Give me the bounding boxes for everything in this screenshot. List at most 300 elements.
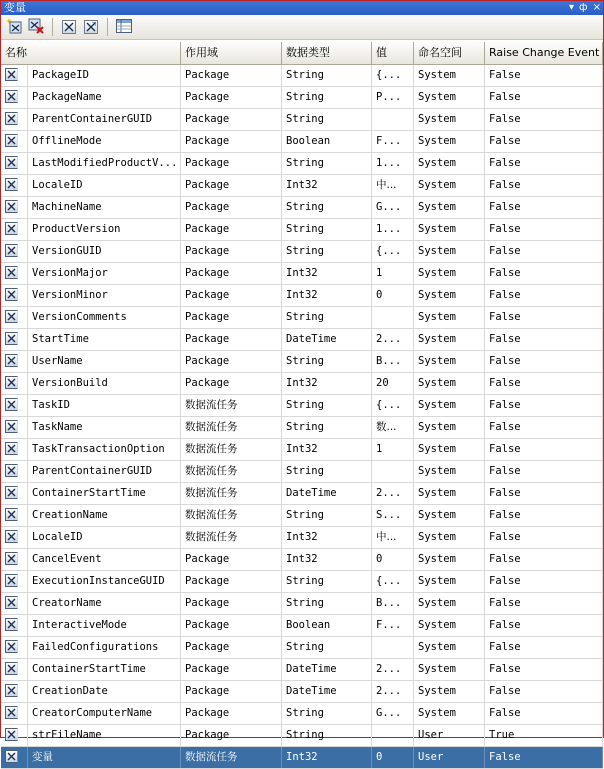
scope-cell[interactable]: Package	[181, 153, 282, 174]
raise-change-event-cell[interactable]: False	[485, 153, 603, 174]
namespace-cell[interactable]: System	[414, 593, 485, 614]
row-icon-cell	[1, 351, 28, 372]
table-row[interactable]	[1, 703, 603, 725]
variable-name-cell[interactable]: StartTime	[28, 329, 181, 350]
scope-cell[interactable]: Package	[181, 65, 282, 86]
variable-icon	[5, 552, 18, 565]
data-type-cell[interactable]: String	[282, 571, 372, 592]
window-position-menu-icon[interactable]: ▾	[569, 2, 575, 13]
variable-name-cell[interactable]: CreationName	[28, 505, 181, 526]
column-header-data-type[interactable]: 数据类型	[282, 42, 372, 64]
variable-icon	[5, 310, 18, 323]
variable-icon	[5, 530, 18, 543]
namespace-cell[interactable]: System	[414, 703, 485, 724]
scope-cell[interactable]: Package	[181, 351, 282, 372]
namespace-cell[interactable]: System	[414, 263, 485, 284]
data-type-cell[interactable]: String	[282, 505, 372, 526]
value-cell[interactable]	[372, 109, 414, 130]
raise-change-event-cell[interactable]: False	[485, 109, 603, 130]
variable-icon	[5, 200, 18, 213]
data-type-cell[interactable]: String	[282, 153, 372, 174]
variable-name-cell[interactable]: VersionMinor	[28, 285, 181, 306]
value-cell[interactable]: F...	[372, 615, 414, 636]
variable-icon	[5, 266, 18, 279]
row-icon-cell	[1, 285, 28, 306]
scope-cell[interactable]: Package	[181, 659, 282, 680]
variable-name-cell[interactable]: FailedConfigurations	[28, 637, 181, 658]
value-cell[interactable]: F...	[372, 131, 414, 152]
value-cell[interactable]: 1...	[372, 219, 414, 240]
variables-grid	[1, 42, 603, 769]
column-header-scope[interactable]: 作用域	[181, 42, 282, 64]
raise-change-event-cell[interactable]: False	[485, 505, 603, 526]
variable-name-cell[interactable]: 变量	[28, 747, 181, 768]
value-cell[interactable]: 0	[372, 285, 414, 306]
variable-icon	[5, 222, 18, 235]
table-row[interactable]	[1, 615, 603, 637]
raise-change-event-cell[interactable]: False	[485, 439, 603, 460]
scope-cell[interactable]: 数据流任务	[181, 747, 282, 768]
toolbar-separator	[107, 18, 108, 36]
namespace-cell[interactable]: System	[414, 219, 485, 240]
table-row[interactable]	[1, 505, 603, 527]
value-cell[interactable]: 1	[372, 439, 414, 460]
scope-cell[interactable]: Package	[181, 725, 282, 746]
table-row[interactable]	[1, 571, 603, 593]
show-all-variables-button[interactable]	[81, 17, 101, 37]
scope-cell[interactable]: 数据流任务	[181, 439, 282, 460]
row-icon-cell	[1, 637, 28, 658]
raise-change-event-cell[interactable]: False	[485, 593, 603, 614]
table-row[interactable]	[1, 747, 603, 769]
data-type-cell[interactable]: String	[282, 461, 372, 482]
row-icon-cell	[1, 681, 28, 702]
variable-icon	[5, 178, 18, 191]
variable-name-cell[interactable]: LocaleID	[28, 527, 181, 548]
namespace-cell[interactable]: System	[414, 175, 485, 196]
scope-cell[interactable]: Package	[181, 87, 282, 108]
grid-body	[1, 65, 603, 769]
row-icon-cell	[1, 109, 28, 130]
namespace-cell[interactable]: System	[414, 571, 485, 592]
value-cell[interactable]: 中...	[372, 175, 414, 196]
table-row[interactable]	[1, 197, 603, 219]
data-type-cell[interactable]: Int32	[282, 439, 372, 460]
data-type-cell[interactable]: String	[282, 197, 372, 218]
scope-cell[interactable]: 数据流任务	[181, 395, 282, 416]
raise-change-event-cell[interactable]: False	[485, 373, 603, 394]
data-type-cell[interactable]: Int32	[282, 373, 372, 394]
row-icon-cell	[1, 659, 28, 680]
variable-icon	[5, 420, 18, 433]
scope-cell[interactable]: 数据流任务	[181, 483, 282, 504]
variable-name-cell[interactable]: PackageID	[28, 65, 181, 86]
variable-icon	[5, 244, 18, 257]
scope-cell[interactable]: Package	[181, 571, 282, 592]
variable-name-cell[interactable]: ParentContainerGUID	[28, 461, 181, 482]
variable-name-cell[interactable]: InteractiveMode	[28, 615, 181, 636]
raise-change-event-cell[interactable]: False	[485, 637, 603, 658]
value-cell[interactable]	[372, 725, 414, 746]
variable-name-cell[interactable]: CreatorName	[28, 593, 181, 614]
variable-name-cell[interactable]: MachineName	[28, 197, 181, 218]
scope-cell[interactable]: Package	[181, 197, 282, 218]
data-type-cell[interactable]: Int32	[282, 747, 372, 768]
table-row[interactable]	[1, 439, 603, 461]
raise-change-event-cell[interactable]: False	[485, 219, 603, 240]
variable-name-cell[interactable]: ParentContainerGUID	[28, 109, 181, 130]
delete-variable-icon	[28, 18, 44, 37]
raise-change-event-cell[interactable]: False	[485, 417, 603, 438]
variable-name-cell[interactable]: TaskID	[28, 395, 181, 416]
window-controls	[569, 1, 601, 15]
variable-name-cell[interactable]: ContainerStartTime	[28, 659, 181, 680]
variable-icon	[5, 354, 18, 367]
row-icon-cell	[1, 571, 28, 592]
scope-cell[interactable]: 数据流任务	[181, 461, 282, 482]
scope-cell[interactable]: Package	[181, 593, 282, 614]
value-cell[interactable]: P...	[372, 87, 414, 108]
namespace-cell[interactable]: System	[414, 307, 485, 328]
namespace-cell[interactable]: System	[414, 615, 485, 636]
variable-name-cell[interactable]: VersionBuild	[28, 373, 181, 394]
value-cell[interactable]: 数...	[372, 417, 414, 438]
table-row[interactable]	[1, 395, 603, 417]
table-row[interactable]	[1, 417, 603, 439]
value-cell[interactable]: 2...	[372, 681, 414, 702]
table-row[interactable]	[1, 87, 603, 109]
namespace-cell[interactable]: System	[414, 549, 485, 570]
data-type-cell[interactable]: String	[282, 351, 372, 372]
column-header-value[interactable]: 值	[372, 42, 414, 64]
scope-cell[interactable]: 数据流任务	[181, 527, 282, 548]
scope-cell[interactable]: Package	[181, 373, 282, 394]
namespace-cell[interactable]: System	[414, 483, 485, 504]
raise-change-event-cell[interactable]: False	[485, 549, 603, 570]
table-row[interactable]	[1, 131, 603, 153]
raise-change-event-cell[interactable]: False	[485, 329, 603, 350]
variable-icon	[5, 486, 18, 499]
namespace-cell[interactable]: System	[414, 65, 485, 86]
raise-change-event-cell[interactable]: False	[485, 131, 603, 152]
row-icon-cell	[1, 219, 28, 240]
scope-cell[interactable]: Package	[181, 329, 282, 350]
value-cell[interactable]: 1...	[372, 153, 414, 174]
close-icon[interactable]: ×	[592, 2, 601, 13]
data-type-cell[interactable]: Int32	[282, 175, 372, 196]
data-type-cell[interactable]: Boolean	[282, 131, 372, 152]
data-type-cell[interactable]: String	[282, 703, 372, 724]
delete-variable-button[interactable]	[26, 17, 46, 37]
table-row[interactable]	[1, 219, 603, 241]
namespace-cell[interactable]: System	[414, 131, 485, 152]
system-variables-icon	[62, 20, 76, 34]
raise-change-event-cell[interactable]: False	[485, 197, 603, 218]
scope-cell[interactable]: Package	[181, 615, 282, 636]
row-icon-cell	[1, 593, 28, 614]
namespace-cell[interactable]: System	[414, 373, 485, 394]
namespace-cell[interactable]: System	[414, 681, 485, 702]
data-type-cell[interactable]: DateTime	[282, 329, 372, 350]
namespace-cell[interactable]: User	[414, 747, 485, 768]
raise-change-event-cell[interactable]: False	[485, 571, 603, 592]
variable-icon	[5, 112, 18, 125]
table-row[interactable]	[1, 725, 603, 747]
row-icon-cell	[1, 703, 28, 724]
variable-icon	[5, 68, 18, 81]
value-cell[interactable]: 0	[372, 747, 414, 768]
variable-name-cell[interactable]: TaskTransactionOption	[28, 439, 181, 460]
data-type-cell[interactable]: Boolean	[282, 615, 372, 636]
variable-name-cell[interactable]: CreationDate	[28, 681, 181, 702]
data-type-cell[interactable]: Int32	[282, 527, 372, 548]
scope-cell[interactable]: 数据流任务	[181, 417, 282, 438]
scope-cell[interactable]: Package	[181, 263, 282, 284]
data-type-cell[interactable]: DateTime	[282, 659, 372, 680]
namespace-cell[interactable]: System	[414, 417, 485, 438]
table-row[interactable]	[1, 109, 603, 131]
scope-cell[interactable]: Package	[181, 241, 282, 262]
value-cell[interactable]: 20	[372, 373, 414, 394]
variable-icon	[5, 464, 18, 477]
table-row[interactable]	[1, 637, 603, 659]
row-icon-cell	[1, 395, 28, 416]
scope-cell[interactable]: Package	[181, 307, 282, 328]
choose-columns-button[interactable]	[114, 17, 134, 37]
data-type-cell[interactable]: String	[282, 307, 372, 328]
raise-change-event-cell[interactable]: False	[485, 263, 603, 284]
variable-name-cell[interactable]: UserName	[28, 351, 181, 372]
variable-icon	[5, 442, 18, 455]
value-cell[interactable]: 2...	[372, 483, 414, 504]
variable-name-cell[interactable]: ProductVersion	[28, 219, 181, 240]
data-type-cell[interactable]: String	[282, 725, 372, 746]
raise-change-event-cell[interactable]: False	[485, 527, 603, 548]
variable-icon	[5, 684, 18, 697]
variable-icon	[5, 706, 18, 719]
table-row[interactable]	[1, 373, 603, 395]
value-cell[interactable]: {...	[372, 395, 414, 416]
scope-cell[interactable]: Package	[181, 219, 282, 240]
data-type-cell[interactable]: String	[282, 395, 372, 416]
raise-change-event-cell[interactable]: False	[485, 659, 603, 680]
data-type-cell[interactable]: Int32	[282, 285, 372, 306]
raise-change-event-cell[interactable]: False	[485, 307, 603, 328]
variable-name-cell[interactable]: LocaleID	[28, 175, 181, 196]
namespace-cell[interactable]: System	[414, 285, 485, 306]
value-cell[interactable]: 1	[372, 263, 414, 284]
table-row[interactable]	[1, 175, 603, 197]
value-cell[interactable]: {...	[372, 571, 414, 592]
raise-change-event-cell[interactable]: False	[485, 175, 603, 196]
namespace-cell[interactable]: System	[414, 197, 485, 218]
variable-name-cell[interactable]: TaskName	[28, 417, 181, 438]
namespace-cell[interactable]: System	[414, 637, 485, 658]
columns-icon	[116, 19, 132, 36]
raise-change-event-cell[interactable]: False	[485, 461, 603, 482]
value-cell[interactable]: 中...	[372, 527, 414, 548]
variable-icon	[5, 156, 18, 169]
table-row[interactable]	[1, 659, 603, 681]
data-type-cell[interactable]: String	[282, 109, 372, 130]
variable-name-cell[interactable]: PackageName	[28, 87, 181, 108]
grid-header	[1, 42, 603, 65]
row-icon-cell	[1, 483, 28, 504]
value-cell[interactable]	[372, 307, 414, 328]
row-icon-cell	[1, 175, 28, 196]
data-type-cell[interactable]: String	[282, 417, 372, 438]
scope-cell[interactable]: Package	[181, 285, 282, 306]
scope-cell[interactable]: Package	[181, 131, 282, 152]
value-cell[interactable]: S...	[372, 505, 414, 526]
variable-icon	[5, 640, 18, 653]
namespace-cell[interactable]: System	[414, 351, 485, 372]
window-title-bar	[1, 1, 603, 15]
namespace-cell[interactable]: System	[414, 329, 485, 350]
variable-name-cell[interactable]: VersionGUID	[28, 241, 181, 262]
data-type-cell[interactable]: String	[282, 87, 372, 108]
table-row[interactable]	[1, 483, 603, 505]
column-header-name[interactable]: 名称	[1, 42, 181, 64]
raise-change-event-cell[interactable]: False	[485, 65, 603, 86]
data-type-cell[interactable]: String	[282, 241, 372, 262]
data-type-cell[interactable]: String	[282, 219, 372, 240]
raise-change-event-cell[interactable]: False	[485, 87, 603, 108]
column-header-namespace[interactable]: 命名空间	[414, 42, 485, 64]
namespace-cell[interactable]: System	[414, 505, 485, 526]
raise-change-event-cell[interactable]: False	[485, 747, 603, 768]
row-icon-cell	[1, 505, 28, 526]
row-icon-cell	[1, 87, 28, 108]
table-row[interactable]	[1, 329, 603, 351]
value-cell[interactable]: {...	[372, 65, 414, 86]
value-cell[interactable]: B...	[372, 351, 414, 372]
value-cell[interactable]: G...	[372, 197, 414, 218]
row-icon-cell	[1, 197, 28, 218]
row-icon-cell	[1, 329, 28, 350]
scope-cell[interactable]: Package	[181, 175, 282, 196]
row-icon-cell	[1, 417, 28, 438]
table-row[interactable]	[1, 65, 603, 87]
raise-change-event-cell[interactable]: False	[485, 351, 603, 372]
variable-name-cell[interactable]: VersionComments	[28, 307, 181, 328]
value-cell[interactable]: {...	[372, 241, 414, 262]
variable-icon	[5, 288, 18, 301]
table-row[interactable]	[1, 307, 603, 329]
scope-cell[interactable]: 数据流任务	[181, 505, 282, 526]
row-icon-cell	[1, 725, 28, 746]
variable-name-cell[interactable]: OfflineMode	[28, 131, 181, 152]
variable-name-cell[interactable]: ContainerStartTime	[28, 483, 181, 504]
raise-change-event-cell[interactable]: False	[485, 241, 603, 262]
row-icon-cell	[1, 439, 28, 460]
table-row[interactable]	[1, 285, 603, 307]
namespace-cell[interactable]: User	[414, 725, 485, 746]
row-icon-cell	[1, 65, 28, 86]
data-type-cell[interactable]: DateTime	[282, 681, 372, 702]
variable-name-cell[interactable]: LastModifiedProductV...	[28, 153, 181, 174]
value-cell[interactable]: G...	[372, 703, 414, 724]
raise-change-event-cell[interactable]: True	[485, 725, 603, 746]
scope-cell[interactable]: Package	[181, 637, 282, 658]
data-type-cell[interactable]: Int32	[282, 549, 372, 570]
scope-cell[interactable]: Package	[181, 681, 282, 702]
value-cell[interactable]	[372, 461, 414, 482]
raise-change-event-cell[interactable]: False	[485, 483, 603, 504]
auto-hide-pin-icon[interactable]: ф	[579, 2, 588, 13]
data-type-cell[interactable]: String	[282, 637, 372, 658]
scope-cell[interactable]: Package	[181, 703, 282, 724]
raise-change-event-cell[interactable]: False	[485, 681, 603, 702]
namespace-cell[interactable]: System	[414, 153, 485, 174]
row-icon-cell	[1, 241, 28, 262]
variable-icon	[5, 398, 18, 411]
value-cell[interactable]: B...	[372, 593, 414, 614]
variable-name-cell[interactable]: strFileName	[28, 725, 181, 746]
namespace-cell[interactable]: System	[414, 109, 485, 130]
data-type-cell[interactable]: String	[282, 65, 372, 86]
data-type-cell[interactable]: String	[282, 593, 372, 614]
raise-change-event-cell[interactable]: False	[485, 395, 603, 416]
namespace-cell[interactable]: System	[414, 87, 485, 108]
value-cell[interactable]: 2...	[372, 329, 414, 350]
table-row[interactable]	[1, 351, 603, 373]
raise-change-event-cell[interactable]: False	[485, 615, 603, 636]
variable-name-cell[interactable]: VersionMajor	[28, 263, 181, 284]
value-cell[interactable]: 0	[372, 549, 414, 570]
namespace-cell[interactable]: System	[414, 241, 485, 262]
variable-icon	[5, 508, 18, 521]
column-header-raise-change-event[interactable]: Raise Change Event	[485, 42, 603, 64]
table-row[interactable]	[1, 549, 603, 571]
add-variable-button[interactable]	[4, 17, 24, 37]
toolbar-separator	[52, 18, 53, 36]
toolbar	[1, 15, 603, 40]
variable-icon	[5, 662, 18, 675]
row-icon-cell	[1, 527, 28, 548]
row-icon-cell	[1, 549, 28, 570]
table-row[interactable]	[1, 241, 603, 263]
namespace-cell[interactable]: System	[414, 527, 485, 548]
table-row[interactable]	[1, 593, 603, 615]
scope-cell[interactable]: Package	[181, 549, 282, 570]
variable-name-cell[interactable]: ExecutionInstanceGUID	[28, 571, 181, 592]
value-cell[interactable]: 2...	[372, 659, 414, 680]
data-type-cell[interactable]: Int32	[282, 263, 372, 284]
scope-cell[interactable]: Package	[181, 109, 282, 130]
namespace-cell[interactable]: System	[414, 659, 485, 680]
variable-name-cell[interactable]: CreatorComputerName	[28, 703, 181, 724]
data-type-cell[interactable]: DateTime	[282, 483, 372, 504]
window-title: 变量	[4, 1, 26, 14]
namespace-cell[interactable]: System	[414, 439, 485, 460]
variable-name-cell[interactable]: CancelEvent	[28, 549, 181, 570]
raise-change-event-cell[interactable]: False	[485, 703, 603, 724]
value-cell[interactable]	[372, 637, 414, 658]
table-row[interactable]	[1, 153, 603, 175]
row-icon-cell	[1, 131, 28, 152]
namespace-cell[interactable]: System	[414, 461, 485, 482]
table-row[interactable]	[1, 263, 603, 285]
row-icon-cell	[1, 461, 28, 482]
namespace-cell[interactable]: System	[414, 395, 485, 416]
show-system-variables-button[interactable]	[59, 17, 79, 37]
all-variables-icon	[84, 20, 98, 34]
table-row[interactable]	[1, 681, 603, 703]
table-row[interactable]	[1, 527, 603, 549]
table-row[interactable]	[1, 461, 603, 483]
raise-change-event-cell[interactable]: False	[485, 285, 603, 306]
